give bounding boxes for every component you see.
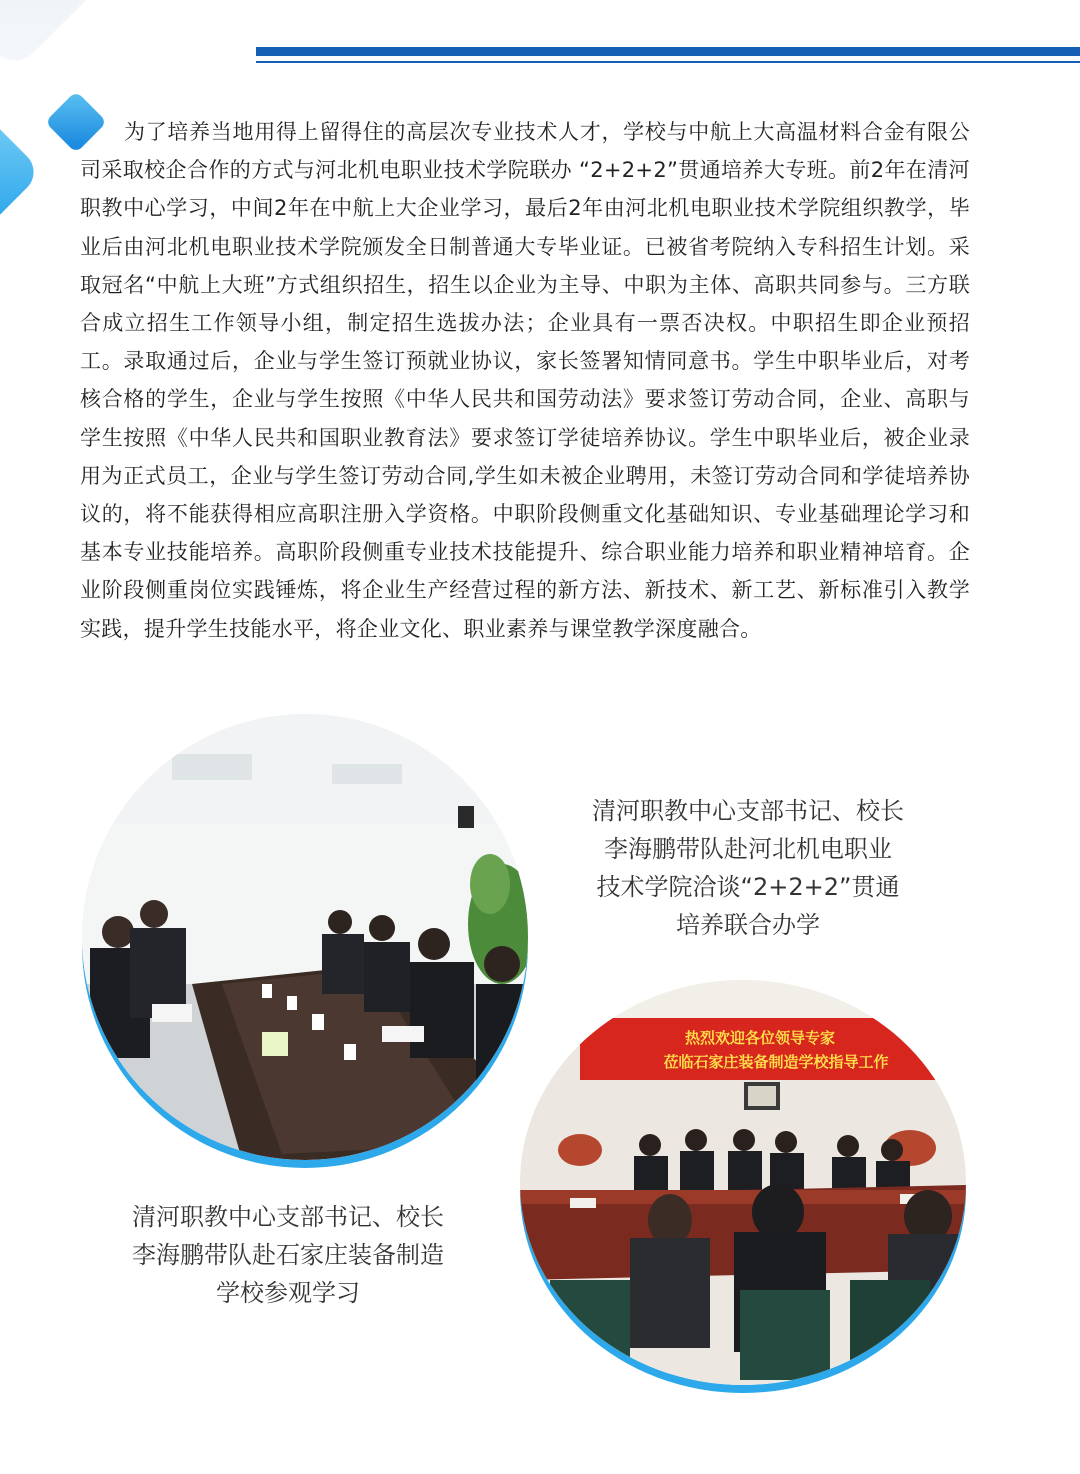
- meeting-photo-1: [82, 714, 528, 1160]
- photo-caption-1: 清河职教中心支部书记、校长 李海鹏带队赴河北机电职业 技术学院洽谈“2+2+2”贯通 培养联合办学: [592, 797, 904, 939]
- banner-line-2: 莅临石家庄装备制造学校指导工作: [663, 1053, 889, 1071]
- decorative-side-diamond: [0, 101, 43, 242]
- photo-caption-2: 清河职教中心支部书记、校长 李海鹏带队赴石家庄装备制造 学校参观学习: [132, 1203, 444, 1307]
- decorative-corner-shape: [0, 0, 121, 71]
- meeting-photo-2-image: [520, 980, 966, 1385]
- body-paragraph: 为了培养当地用得上留得住的高层次专业技术人才，学校与中航上大高温材料合金有限公司采取校企合作的方式与河北机电职业技术学院联办 “2+2+2”贯通培养大专班。前2年在清河职教中心学习，中间2年在中航上大企业学习，最后2年由河北机电职业技术学院组织教学，毕业后由河北机电职业技术学院颁发全日制普通大专毕业证。已被省考院纳入专科招生计划。采取冠名“中航上大班”方式组织招生，招生以企业为主导、中职为主体、高职共同参与。三方联合成立招生工作领导小组，制定招生选拔办法；企业具有一票否决权。中职招生即企业预招工。录取通过后，企业与学生签订预就业协议，家长签署知情同意书。学生中职毕业后，对考核合格的学生，企业与学生按照《中华人民共和国劳动法》要求签订劳动合同，企业、高职与学生按照《中华人民共和国职业教育法》要求签订学徒培养协议。学生中职毕业后，被企业录用为正式员工，企业与学生签订劳动合同,学生如未被企业聘用，未签订劳动合同和学徒培养协议的，将不能获得相应高职注册入学资格。中职阶段侧重文化基础知识、专业基础理论学习和基本专业技能培养。高职阶段侧重专业技术技能提升、综合职业能力培养和职业精神培育。企业阶段侧重岗位实践锤炼，将企业生产经营过程的新方法、新技术、新工艺、新标准引入教学实践，提升学生技能水平，将企业文化、职业素养与课堂教学深度融合。: [80, 120, 970, 641]
- header-rule: [256, 47, 1080, 56]
- meeting-photo-2: [520, 980, 966, 1385]
- banner-line-1: 热烈欢迎各位领导专家: [684, 1029, 836, 1047]
- header-rule-thin: [256, 61, 1080, 63]
- meeting-photo-1-image: [82, 714, 528, 1160]
